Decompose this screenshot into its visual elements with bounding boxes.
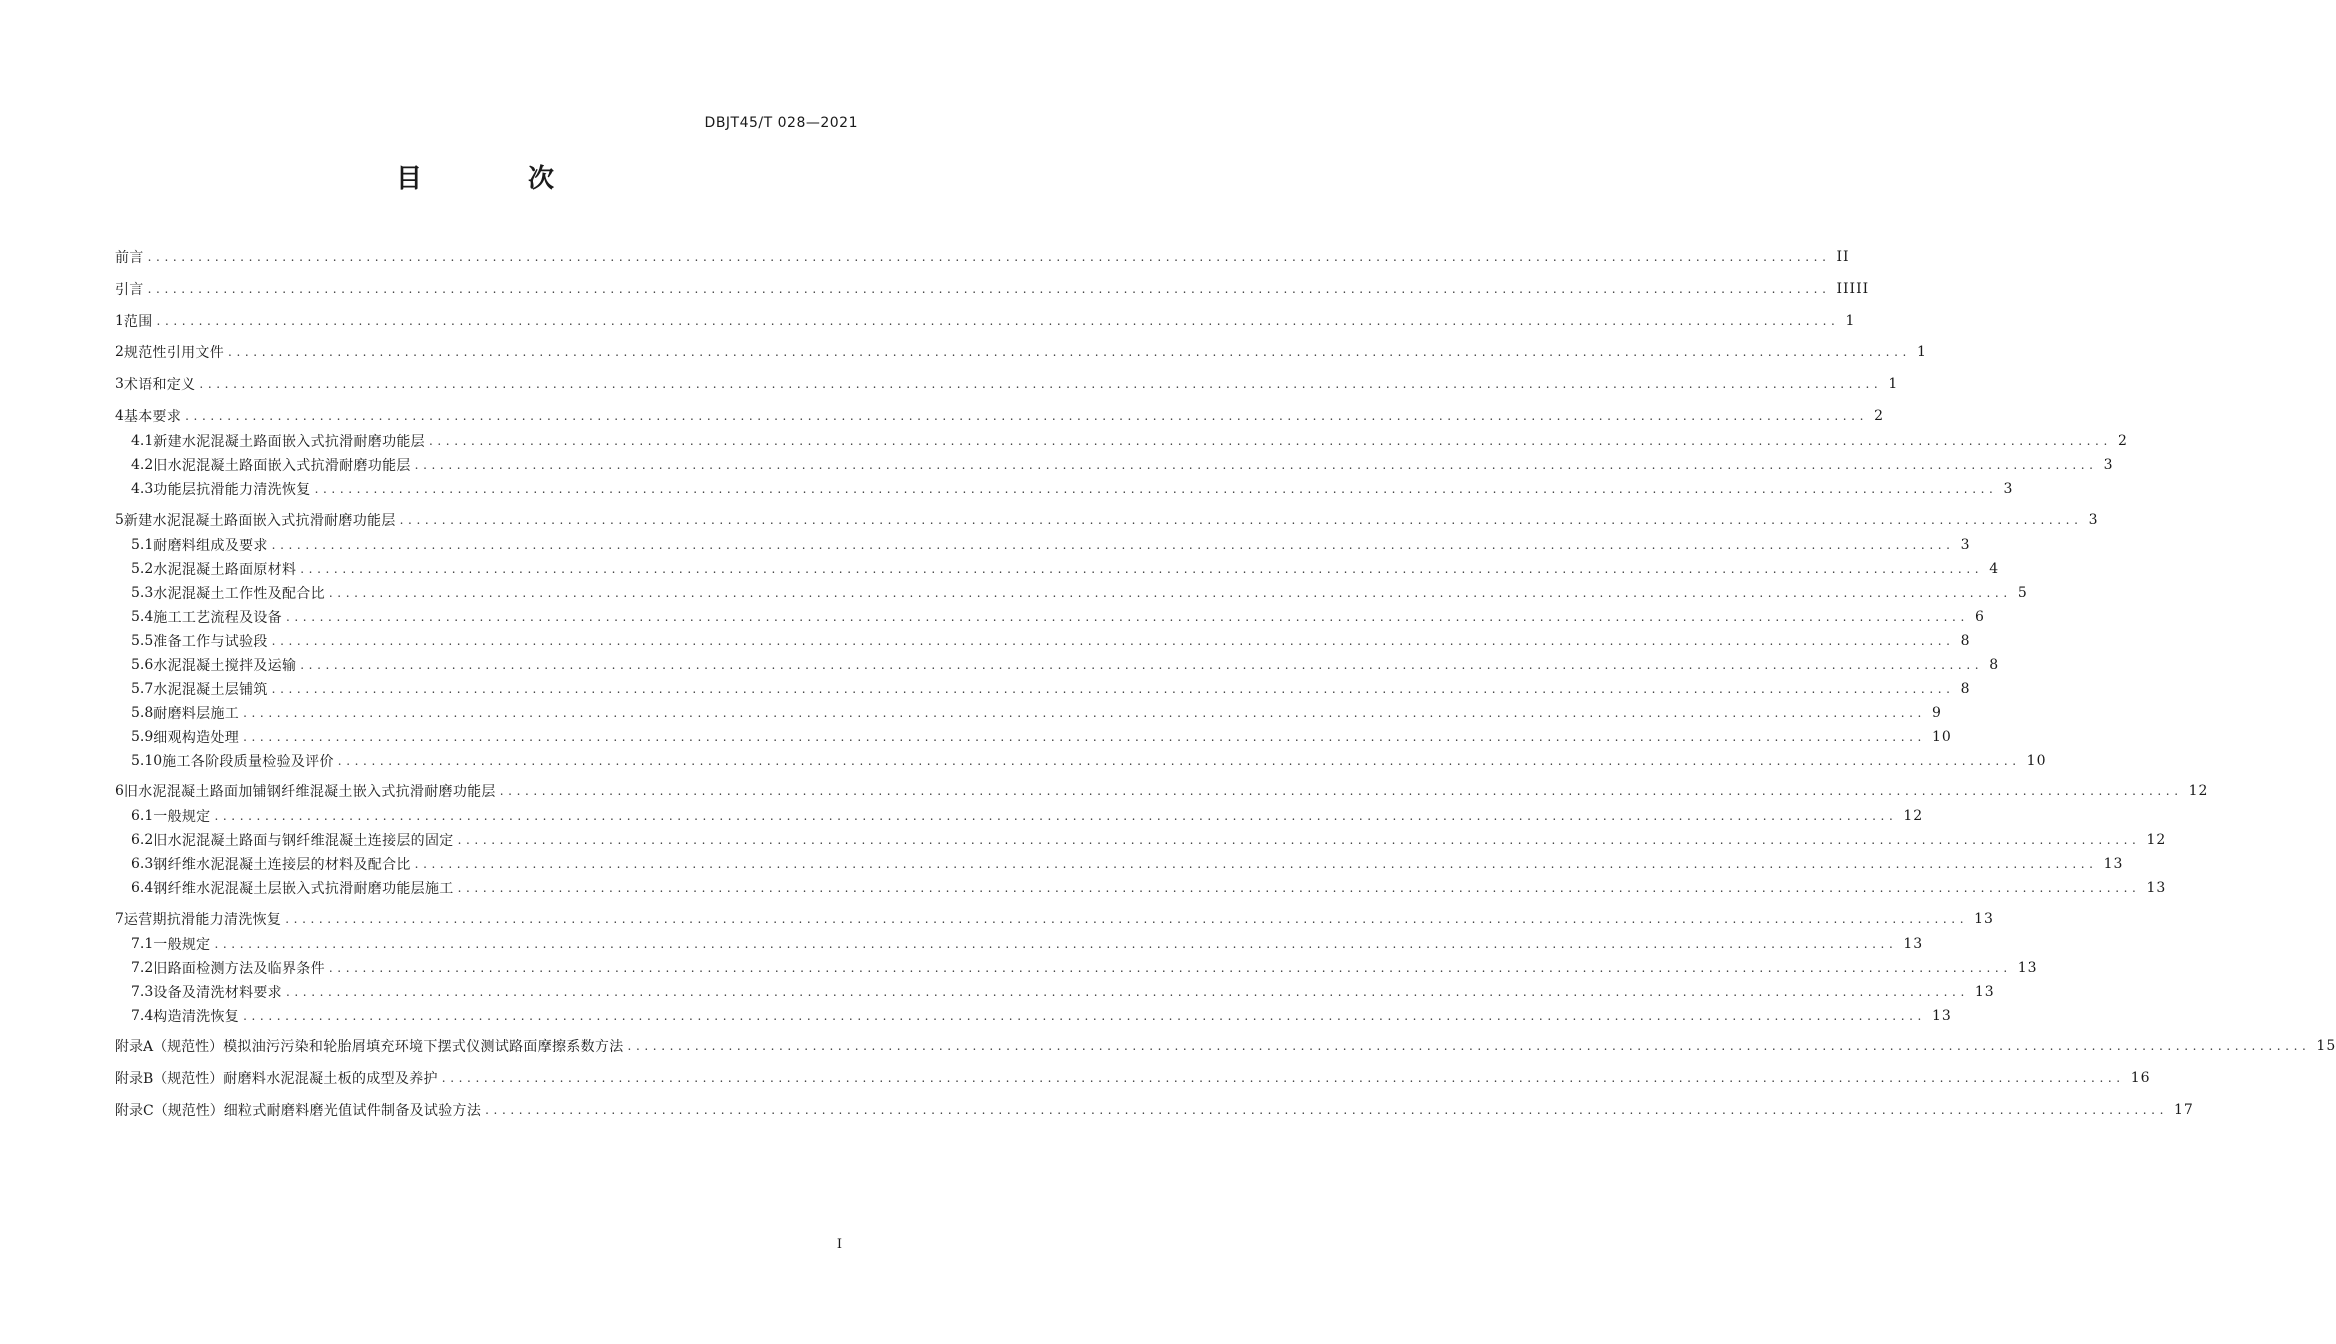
toc-leader-dots: ........................................................................................................................................................................................................	[271, 538, 1955, 552]
toc-entry-page: 8	[1960, 681, 1971, 697]
toc-leader-dots: ........................................................................................................................................................................................................	[214, 937, 1898, 951]
toc-entry-title: 范围	[123, 314, 153, 330]
toc-entry-number: 6.1	[131, 808, 154, 824]
toc-entry-page: 12	[2188, 783, 2209, 799]
toc-entry-number: 6	[115, 783, 124, 799]
toc-entry-number: 4.2	[131, 457, 154, 473]
toc-entry-title: 施工工艺流程及设备	[153, 610, 282, 626]
toc-entry[interactable]	[131, 1005, 1952, 1027]
toc-entry[interactable]	[115, 509, 2099, 531]
toc-entry-title: 水泥混凝土搅拌及运输	[153, 658, 297, 674]
toc-leader-dots: ........................................................................................................................................................................................................	[314, 482, 1998, 496]
page-title: 目 次	[395, 164, 594, 194]
toc-entry[interactable]	[131, 805, 1924, 827]
toc-entry[interactable]	[115, 1067, 2151, 1089]
toc-entry[interactable]	[115, 908, 1994, 930]
toc-entry-page: 3	[1960, 537, 1971, 553]
toc-entry[interactable]	[115, 780, 2209, 802]
toc-entry[interactable]	[115, 246, 1850, 268]
toc-entry-page: 5	[2017, 585, 2028, 601]
toc-entry-title: 施工各阶段质量检验及评价	[162, 754, 334, 770]
toc-entry-page: 3	[2088, 512, 2099, 528]
toc-entry-title: 一般规定	[153, 809, 211, 825]
toc-entry-title: 运营期抗滑能力清洗恢复	[123, 912, 282, 928]
toc-entry-number: 4	[115, 408, 124, 424]
toc-entry-page: 10	[2026, 753, 2047, 769]
toc-entry[interactable]	[131, 654, 2000, 676]
toc-entry-number: 4.1	[131, 433, 154, 449]
toc-entry[interactable]	[131, 933, 1924, 955]
toc-entry-number: 4.3	[131, 481, 154, 497]
toc-entry-title: 旧水泥混凝土路面嵌入式抗滑耐磨功能层	[153, 458, 411, 474]
toc-entry-number: 6.3	[131, 856, 154, 872]
toc-leader-dots: ........................................................................................................................................................................................................	[199, 377, 1883, 391]
toc-entry-number: 1	[115, 313, 124, 329]
toc-entry-title: 模拟油污污染和轮胎屑填充环境下摆式仪测试路面摩擦系数方法	[223, 1039, 624, 1055]
toc-leader-dots: ........................................................................................................................................................................................................	[414, 857, 2098, 871]
toc-entry-page: 13	[2017, 960, 2038, 976]
toc-entry-number: 5	[115, 512, 124, 528]
toc-entry-number: 附录B（规范性）	[115, 1071, 224, 1087]
toc-leader-dots: ........................................................................................................................................................................................................	[328, 961, 2012, 975]
toc-leader-dots: ........................................................................................................................................................................................................	[328, 586, 2012, 600]
toc-entry-number: 5.8	[131, 705, 154, 721]
page-number: I	[836, 1237, 842, 1252]
toc-entry-number: 5.1	[131, 537, 154, 553]
toc-leader-dots: ........................................................................................................................................................................................................	[300, 562, 1984, 576]
toc-leader-dots: ........................................................................................................................................................................................................	[414, 458, 2098, 472]
toc-leader-dots: ........................................................................................................................................................................................................	[627, 1039, 2311, 1053]
toc-entry-number: 3	[115, 376, 124, 392]
toc-entry[interactable]	[131, 829, 2167, 851]
toc-entry-number: 7	[115, 911, 124, 927]
toc-leader-dots: ........................................................................................................................................................................................................	[228, 345, 1911, 359]
toc-entry-title: 引言	[115, 282, 144, 298]
toc-entry-title: 耐磨料水泥混凝土板的成型及养护	[223, 1071, 438, 1087]
toc-entry-title: 新建水泥混凝土路面嵌入式抗滑耐磨功能层	[123, 513, 396, 529]
toc-entry[interactable]	[131, 534, 1971, 556]
toc-entry[interactable]	[131, 750, 2047, 772]
toc-entry-number: 附录A（规范性）	[115, 1039, 224, 1055]
toc-entry-page: 9	[1932, 705, 1942, 721]
toc-entry-title: 设备及清洗材料要求	[153, 985, 282, 1001]
toc-entry-page: 1	[1888, 376, 1899, 392]
toc-entry-number: 2	[115, 344, 124, 360]
toc-entry-title: 水泥混凝土层铺筑	[153, 682, 268, 698]
toc-entry-page: 15	[2316, 1038, 2336, 1054]
toc-entry-title: 旧水泥混凝土路面加铺钢纤维混凝土嵌入式抗滑耐磨功能层	[123, 784, 496, 800]
toc-entry[interactable]	[115, 341, 1927, 363]
toc-entry-page: 6	[1974, 609, 1985, 625]
toc-entry-title: 功能层抗滑能力清洗恢复	[153, 482, 311, 498]
toc-entry-title: 前言	[115, 250, 144, 266]
toc-entry-number: 5.6	[131, 657, 154, 673]
toc-entry[interactable]	[131, 981, 1995, 1003]
toc-entry-title: 水泥混凝土工作性及配合比	[153, 586, 325, 602]
toc-entry-number: 5.9	[131, 729, 154, 745]
toc-leader-dots: ........................................................................................................................................................................................................	[147, 250, 1831, 264]
document-code: DBJT45/T 028—2021	[704, 115, 858, 131]
toc-entry[interactable]	[131, 558, 2000, 580]
toc-entry[interactable]	[131, 957, 2038, 979]
toc-entry-title: 新建水泥混凝土路面嵌入式抗滑耐磨功能层	[153, 434, 425, 450]
toc-entry-title: 钢纤维水泥混凝土层嵌入式抗滑耐磨功能层施工	[153, 881, 454, 897]
toc-entry-title: 耐磨料层施工	[153, 706, 240, 722]
toc-entry-title: 一般规定	[153, 937, 211, 953]
toc-entry-title: 细观构造处理	[153, 730, 240, 746]
toc-entry[interactable]	[131, 853, 2124, 875]
toc-entry-number: 5.2	[131, 561, 154, 577]
toc-entry-title: 基本要求	[123, 409, 182, 425]
toc-leader-dots: ........................................................................................................................................................................................................	[243, 706, 1926, 720]
toc-leader-dots: ........................................................................................................................................................................................................	[243, 730, 1926, 744]
toc-leader-dots: ........................................................................................................................................................................................................	[457, 881, 2141, 895]
toc-entry-page: 13	[2146, 880, 2167, 896]
toc-entry[interactable]	[115, 373, 1899, 395]
toc-entry-page: 13	[1931, 1008, 1952, 1024]
toc-entry-number: 7.4	[131, 1008, 154, 1024]
toc-entry-page: 1	[1845, 313, 1856, 329]
toc-entry-number: 5.10	[131, 753, 163, 769]
toc-entry-page: 17	[2174, 1102, 2194, 1118]
toc-entry-page: 3	[2003, 481, 2014, 497]
toc-entry-page: IIIII	[1836, 281, 1870, 297]
toc-entry-number: 7.1	[131, 936, 154, 952]
toc-entry-page: 2	[1874, 408, 1885, 424]
toc-entry[interactable]	[131, 430, 2128, 452]
toc-entry-page: 12	[2146, 832, 2167, 848]
toc-leader-dots: ........................................................................................................................................................................................................	[285, 985, 1969, 999]
toc-entry-page: 4	[1989, 561, 2000, 577]
toc-entry-page: 12	[1903, 808, 1924, 824]
toc-leader-dots: ........................................................................................................................................................................................................	[271, 634, 1955, 648]
toc-entry-number: 5.4	[131, 609, 154, 625]
toc-entry-title: 耐磨料组成及要求	[153, 538, 268, 554]
toc-entry-number: 5.3	[131, 585, 154, 601]
toc-entry-title: 术语和定义	[123, 377, 196, 393]
toc-leader-dots: ........................................................................................................................................................................................................	[214, 809, 1898, 823]
toc-entry-title: 水泥混凝土路面原材料	[153, 562, 297, 578]
toc-leader-dots: ........................................................................................................................................................................................................	[185, 409, 1869, 423]
toc-leader-dots: ........................................................................................................................................................................................................	[271, 682, 1955, 696]
toc-entry-page: 13	[1974, 911, 1994, 927]
toc-leader-dots: ........................................................................................................................................................................................................	[399, 513, 2083, 527]
toc-entry[interactable]	[115, 278, 1870, 300]
toc-entry[interactable]	[131, 678, 1971, 700]
toc-entry-number: 附录C（规范性）	[115, 1103, 224, 1119]
toc-entry-title: 准备工作与试验段	[153, 634, 268, 650]
toc-entry[interactable]	[115, 1035, 2336, 1057]
toc-entry[interactable]	[131, 726, 1952, 748]
toc-entry-number: 5.5	[131, 633, 154, 649]
toc-entry-page: 13	[1903, 936, 1924, 952]
toc-entry[interactable]	[131, 478, 2014, 500]
toc-entry-number: 7.3	[131, 984, 154, 1000]
toc-entry-number: 6.2	[131, 832, 154, 848]
toc-entry[interactable]	[115, 1099, 2194, 1121]
toc-entry-page: 8	[1960, 633, 1971, 649]
toc-entry-page: 10	[1931, 729, 1952, 745]
toc-entry-title: 细粒式耐磨料磨光值试件制备及试验方法	[223, 1103, 482, 1119]
toc-entry-page: 13	[1974, 984, 1995, 1000]
toc-leader-dots: ........................................................................................................................................................................................................	[300, 658, 1984, 672]
toc-entry-page: 3	[2103, 457, 2114, 473]
toc-entry-page: II	[1836, 249, 1850, 265]
toc-leader-dots: ........................................................................................................................................................................................................	[499, 784, 2183, 798]
toc-leader-dots: ........................................................................................................................................................................................................	[156, 314, 1840, 328]
toc-leader-dots: ........................................................................................................................................................................................................	[337, 754, 2021, 768]
toc-entry-title: 旧路面检测方法及临界条件	[153, 961, 325, 977]
toc-entry-title: 钢纤维水泥混凝土连接层的材料及配合比	[153, 857, 411, 873]
toc-entry[interactable]	[115, 405, 1885, 427]
toc-entry-number: 5.7	[131, 681, 154, 697]
toc-entry-title: 构造清洗恢复	[153, 1009, 240, 1025]
toc-leader-dots: ........................................................................................................................................................................................................	[243, 1009, 1926, 1023]
toc-entry[interactable]	[131, 606, 1985, 628]
toc-entry-title: 旧水泥混凝土路面与钢纤维混凝土连接层的固定	[153, 833, 454, 849]
toc-leader-dots: ........................................................................................................................................................................................................	[441, 1071, 2125, 1085]
toc-entry[interactable]	[131, 454, 2114, 476]
toc-entry-title: 规范性引用文件	[123, 345, 225, 361]
toc-entry[interactable]	[131, 582, 2028, 604]
toc-entry-number: 7.2	[131, 960, 154, 976]
toc-leader-dots: ........................................................................................................................................................................................................	[457, 833, 2141, 847]
toc-entry-page: 8	[1989, 657, 2000, 673]
toc-leader-dots: ........................................................................................................................................................................................................	[285, 610, 1969, 624]
toc-entry-page: 13	[2103, 856, 2124, 872]
toc-entry[interactable]	[115, 310, 1856, 332]
toc-entry-number: 6.4	[131, 880, 154, 896]
toc-entry[interactable]	[131, 630, 1971, 652]
toc-leader-dots: ........................................................................................................................................................................................................	[285, 912, 1969, 926]
toc-leader-dots: ........................................................................................................................................................................................................	[147, 282, 1831, 296]
toc-entry-page: 16	[2130, 1070, 2151, 1086]
toc-entry[interactable]	[131, 702, 1942, 724]
toc-leader-dots: ........................................................................................................................................................................................................	[428, 434, 2112, 448]
toc-leader-dots: ........................................................................................................................................................................................................	[485, 1103, 2169, 1117]
toc-entry[interactable]	[131, 877, 2167, 899]
toc-entry-page: 2	[2117, 433, 2128, 449]
toc-entry-page: 1	[1917, 344, 1927, 360]
